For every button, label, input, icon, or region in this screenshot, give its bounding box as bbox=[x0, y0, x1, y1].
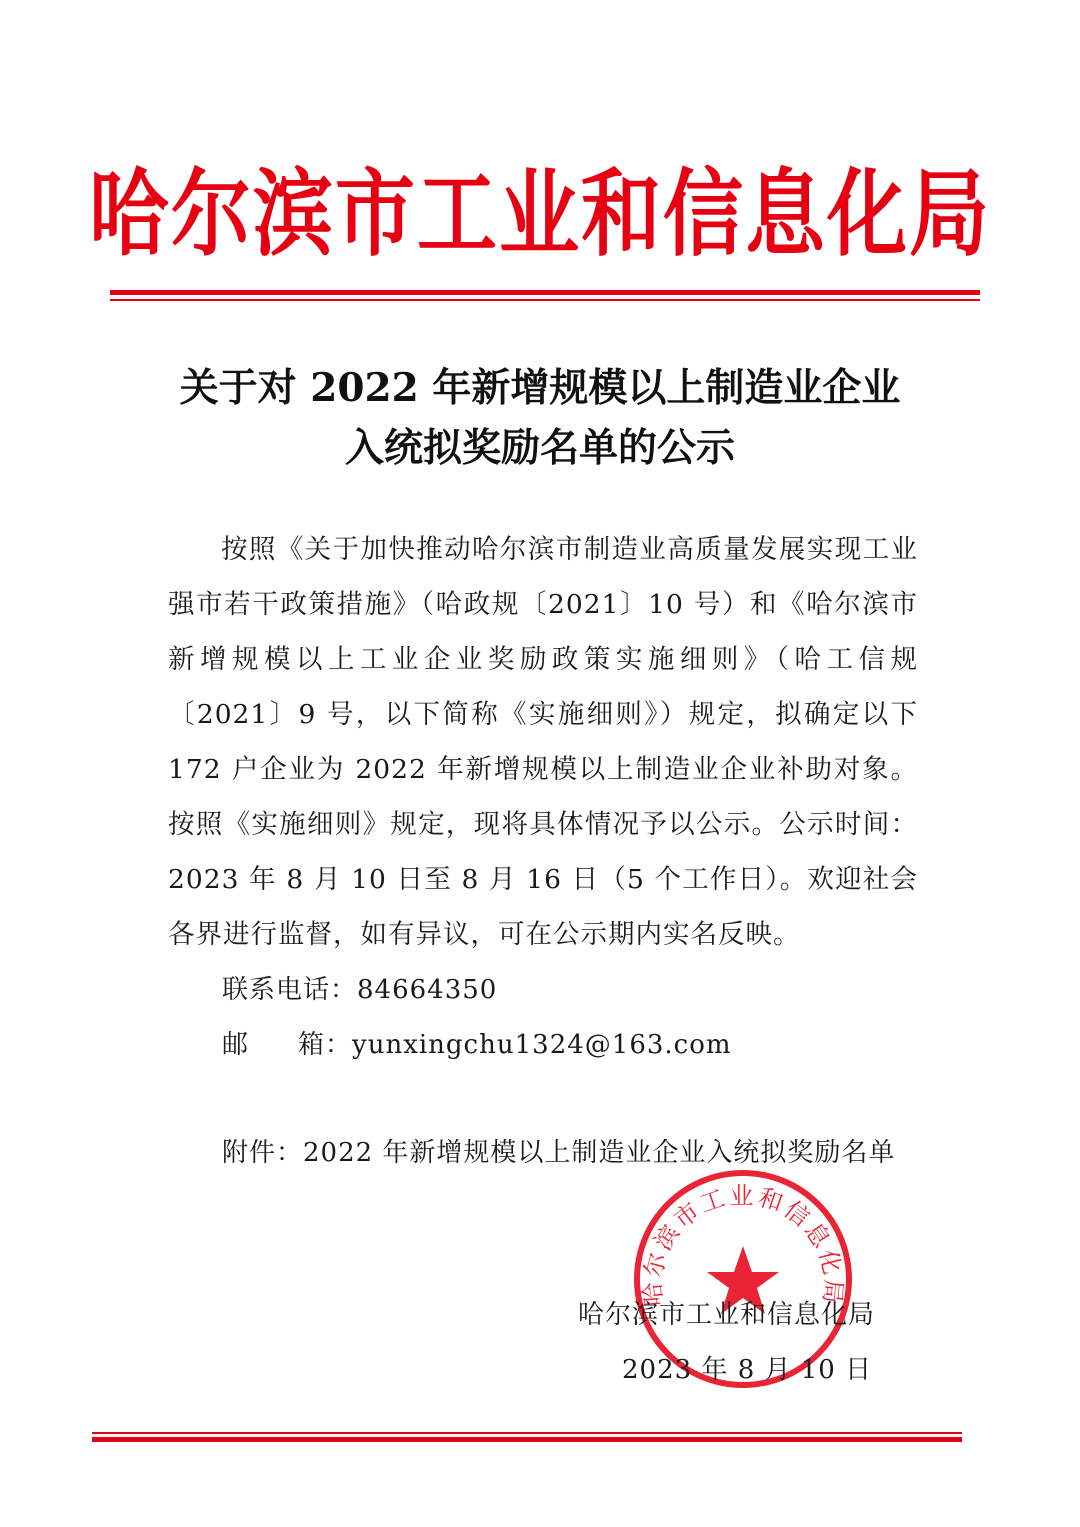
document-title-line-1: 关于对 2022 年新增规模以上制造业企业 bbox=[179, 365, 901, 411]
body-paragraph: 按照《关于加快推动哈尔滨市制造业高质量发展实现工业强市若干政策措施》（哈政规〔2021〕10 号）和《哈尔滨市新增规模以上工业企业奖励政策实施细则》（哈工信规〔2021〕9 号，以下简称《实施细则》）规定，拟确定以下 172 户企业为 2022 年新增规模以上制造业企业补助对象。按照《实施细则》规定，现将具体情况予以公示。公示时间：2023 年 8 月 10 日至 8 月 16 日（5 个工作日）。欢迎社会各界进行监督，如有异议，可在公示期内实名反映。 bbox=[168, 534, 918, 950]
phone-label: 联系电话： bbox=[222, 975, 358, 1005]
email-label-part-2: 箱： bbox=[298, 1030, 353, 1060]
footer-rule-thin bbox=[92, 1432, 962, 1434]
attachment-note: 附件：2022 年新增规模以上制造业企业入统拟奖励名单 bbox=[222, 1138, 896, 1168]
issuer-name: 哈尔滨市工业和信息化局 bbox=[578, 1300, 876, 1330]
contact-phone-line bbox=[222, 970, 497, 1010]
footer-rule-thick bbox=[92, 1437, 962, 1442]
issue-date: 2023 年 8 月 10 日 bbox=[622, 1355, 873, 1385]
letterhead-rule-thick bbox=[110, 290, 980, 295]
seal-text-path: 哈尔滨市工业和信息化局 bbox=[638, 1181, 848, 1308]
email-address: yunxingchu1324@163.com bbox=[352, 1030, 732, 1060]
letterhead-title: 哈尔滨市工业和信息化局 bbox=[89, 159, 991, 269]
email-label-part-1: 邮 bbox=[222, 1030, 250, 1060]
phone-number: 84664350 bbox=[357, 975, 498, 1005]
document-title-line-2: 入统拟奖励名单的公示 bbox=[344, 425, 735, 471]
contact-email-line bbox=[222, 1025, 732, 1065]
document-title bbox=[0, 358, 1080, 478]
letterhead-rule-thin bbox=[110, 299, 980, 301]
